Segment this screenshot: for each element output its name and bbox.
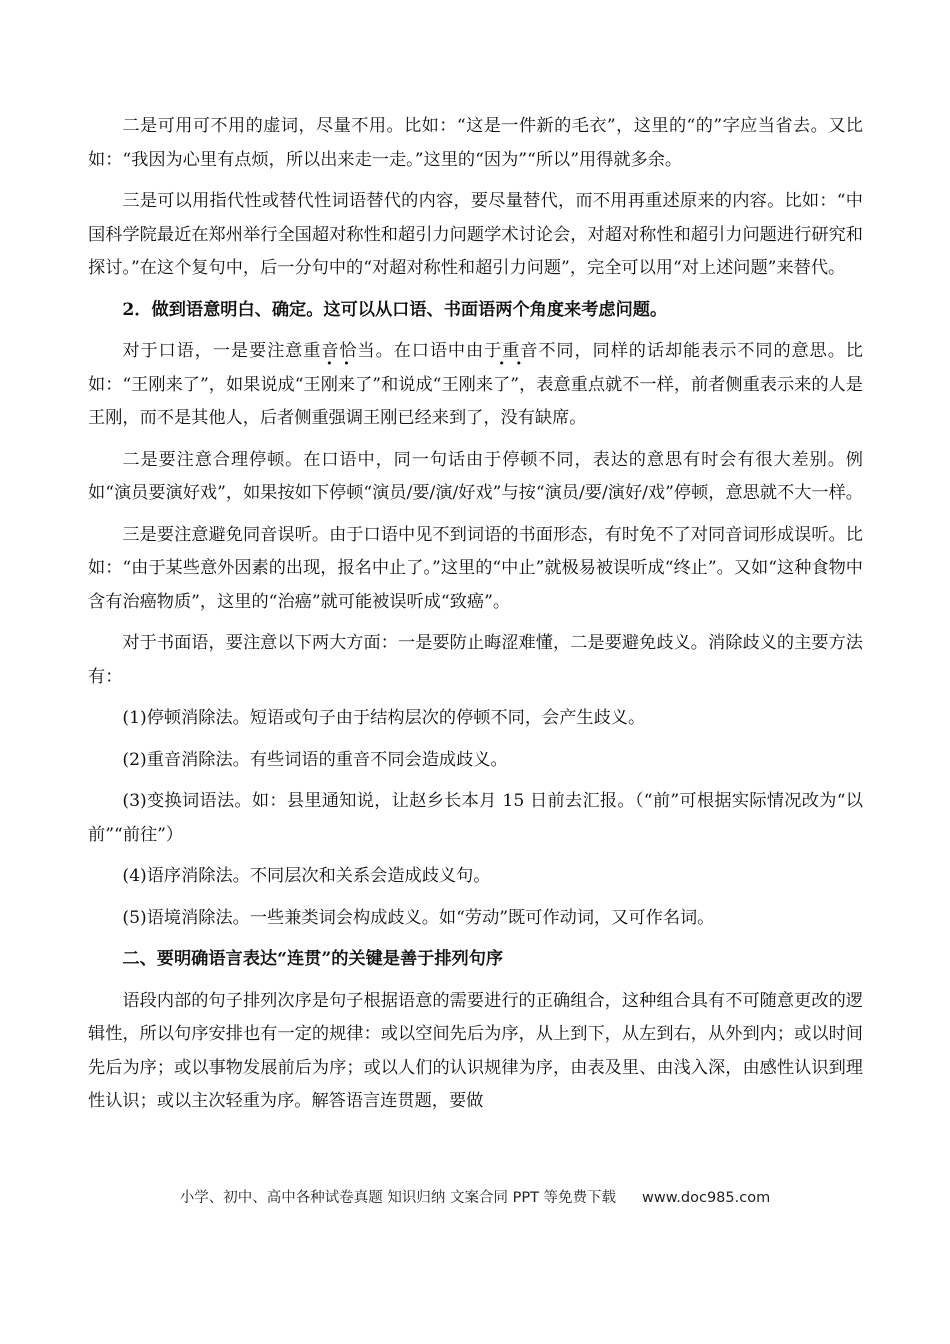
method-item: (1)停顿消除法。短语或句子由于结构层次的停顿不同，会产生歧义。 xyxy=(122,708,646,728)
section-heading-coherence: 二、要明确语言表达“连贯”的关键是善于排列句序 xyxy=(122,949,504,969)
method-item: (3)变换词语法。如：县里通知说，让赵乡长本月 15 日前去汇报。（“前”可根据实际情况改为“以前”“前往”） xyxy=(88,791,863,845)
paragraph-homophone: 三是要注意避免同音误听。由于口语中见不到词语的书面形态，有时免不了对同音词形成误听。比如：“由于某些意外因素的出现，报名中止了。”这里的“中止”就极易被误听成“终止”。又如“这种食物中含有治癌物质”，这里的“治癌”就可能被误听成“致癌”。 xyxy=(88,524,863,612)
paragraph-pause: 二是要注意合理停顿。在口语中，同一句话由于停顿不同，表达的意思有时会有很大差别。例如“演员要演好戏”，如果按如下停顿“演员/要/演/好戏”与按“演员/要/演好/戏”停顿，意思就不大一样。 xyxy=(88,449,863,503)
document-body xyxy=(88,110,863,1119)
paragraph-substitution: 三是可以用指代性或替代性词语替代的内容，要尽量替代，而不用再重述原来的内容。比如：“中国科学院最近在郑州举行全国超对称性和超引力问题学术讨论会，对超对称性和超引力问题进行研究和探讨。”在这个复句中，后一分句中的“对超对称性和超引力问题”，完全可以用“对上述问题”来替代。 xyxy=(88,191,863,278)
stress-mark: 了 xyxy=(493,374,511,395)
paragraph-sentence-order: 语段内部的句子排列次序是句子根据语意的需要进行的正确组合，这种组合具有不可随意更改的逻辑性，所以句序安排也有一定的规律：或以空间先后为序，从上到下，从左到右，从外到内；或以时间先后为序；或以事物发展前后为序；或以人们的认识规律为序，由表及里、由浅入深，由感性认识到理性认识；或以主次轻重为序。解答语言连贯题，要做 xyxy=(88,990,863,1111)
method-item: (2)重音消除法。有些词语的重音不同会造成歧义。 xyxy=(122,749,508,770)
footer-text: 小学、初中、高中各种试卷真题 知识归纳 文案合同 PPT 等免费下载 xyxy=(179,1190,617,1206)
stress-mark: 刚 xyxy=(320,374,338,395)
paragraph-written-language: 对于书面语，要注意以下两大方面：一是要防止晦涩难懂，二是要避免歧义。消除歧义的主要方法有： xyxy=(88,633,863,687)
paragraph-function-words: 二是可用可不用的虚词，尽量不用。比如：“这是一件新的毛衣”，这里的“的”字应当省去。又比如：“我因为心里有点烦，所以出来走一走。”这里的“因为”“所以”用得就多余。 xyxy=(88,116,863,170)
footer-url-link[interactable]: www.doc985.com xyxy=(642,1190,771,1206)
stress-mark: 来 xyxy=(475,374,494,395)
stress-mark: 王 xyxy=(303,374,321,395)
method-item: (4)语序消除法。不同层次和关系会造成歧义句。 xyxy=(122,866,491,886)
method-item: (5)语境消除法。一些兼类词会构成歧义。如“劳动”既可作动词，又可作名词。 xyxy=(122,907,715,928)
page-footer xyxy=(0,1186,950,1207)
paragraph-stress: 对于口语，一是要注意重音恰当。在口语中由于重音不同，同样的话却能表示不同的意思。比如：“王刚来了”，如果说成“王刚来了”和说成“王刚来了”，表意重点就不一样，前者侧重表示来的人是王刚，而不是其他人，后者侧重强调王刚已经来到了，没有缺席。 xyxy=(88,341,863,428)
section-heading-clarity: 2．做到语意明白、确定。这可以从口语、书面语两个角度来考虑问题。 xyxy=(122,299,668,320)
